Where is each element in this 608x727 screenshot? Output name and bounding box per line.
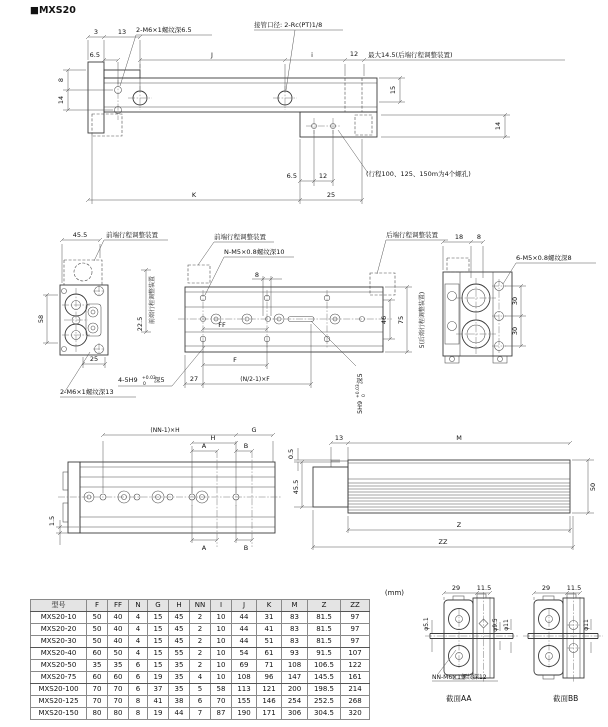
value-cell: 106.5 [308,660,341,672]
dim-j: J [211,51,213,59]
value-cell: 19 [148,672,169,684]
pin-hole-tol-lower: 0 [143,382,146,387]
value-cell: 31 [257,612,282,624]
table-row [31,624,370,636]
dim-12-top: 12 [349,50,359,58]
dim-zz: ZZ [438,538,448,546]
value-cell: 70 [87,684,108,696]
dim-ff: FF [218,321,226,329]
dim-table [30,599,370,720]
dia-5-1: φ5.1 [423,617,430,631]
value-cell: 81.5 [308,624,341,636]
value-cell: 35 [169,660,190,672]
thread-note-front: 2-M6×1螺纹深13 [60,388,114,396]
section-bb-geometry [523,592,603,682]
value-cell: 268 [341,696,370,708]
value-cell: 121 [257,684,282,696]
dim-k: K [191,191,197,199]
dim-14-right: 14 [494,121,502,131]
dia-11-bb: φ11 [583,619,590,631]
dim-z: Z [456,521,462,529]
value-cell: 6 [190,696,211,708]
value-cell: 10 [211,612,232,624]
value-cell: 2 [190,636,211,648]
dim-h: H [210,434,216,442]
max-stroke-note: 最大14.5(后端行程调整装置) [368,51,453,59]
value-cell: 8 [129,708,148,720]
rear-view-geometry [443,258,512,363]
profile-view-geometry [313,460,570,513]
value-cell: 145.5 [308,672,341,684]
dim-15: 15 [389,85,397,95]
value-cell: 54 [232,648,257,660]
caption-aa: 截面AA [446,694,472,703]
value-cell: 10 [211,636,232,648]
value-cell: 40 [108,636,129,648]
table-row [31,648,370,660]
middle-views-drawing [0,228,608,415]
dimension-table-container [30,599,370,720]
value-cell: 15 [148,636,169,648]
page-title: ■MXS20 [30,5,76,16]
dim-45-5-front: 45.5 [72,231,88,239]
side-view-dimension-lines [56,433,275,545]
pin-hole-note: 4-5H9 [118,376,138,384]
value-cell: 83 [282,612,308,624]
value-cell: 6 [129,684,148,696]
dim-13-profile: 13 [334,434,344,442]
column-header: NN [190,600,211,612]
value-cell: 2 [190,612,211,624]
pin-hole-tol-upper: +0.03 [142,376,156,381]
model-cell: MXS20-125 [31,696,87,708]
value-cell: 252.5 [308,696,341,708]
dim-b-bottom: B [243,544,249,552]
dim-29-aa: 29 [451,584,461,592]
value-cell: 50 [87,612,108,624]
value-cell: 55 [169,648,190,660]
dia-9-5: φ9.5 [492,618,499,632]
table-row [31,636,370,648]
value-cell: 320 [341,708,370,720]
dim-8-left: 8 [57,77,65,83]
value-cell: 35 [87,660,108,672]
value-cell: 147 [282,672,308,684]
model-cell: MXS20-75 [31,672,87,684]
hole-count-note: (行程100、125、150m为4个螺孔) [366,170,471,178]
value-cell: 15 [148,660,169,672]
value-cell: 44 [169,708,190,720]
plan-front-adjuster-label: 前端行程调整装置 [214,233,266,241]
dim-58: 58 [37,314,45,324]
value-cell: 93 [282,648,308,660]
value-cell: 146 [257,696,282,708]
dim-25-top-view: 25 [326,191,336,199]
dim-f: F [233,356,237,364]
value-cell: 35 [108,660,129,672]
column-header: FF [108,600,129,612]
thread-note-aa: NN-M6×1螺纹深12 [432,674,487,681]
value-cell: 60 [108,672,129,684]
value-cell: 61 [257,648,282,660]
value-cell: 161 [341,672,370,684]
side-view-geometry [58,451,282,547]
value-cell: 190 [232,708,257,720]
value-cell: 15 [148,624,169,636]
value-cell: 4 [129,636,148,648]
dim-46: 46 [380,315,388,325]
port-note: 接管口径: 2-Rc(PT)1/8 [254,21,323,29]
dim-27: 27 [189,375,199,383]
value-cell: 58 [211,684,232,696]
value-cell: 306 [282,708,308,720]
dim-pitch-plan: (N/2-1)×F [240,376,270,383]
value-cell: 200 [282,684,308,696]
column-header: K [257,600,282,612]
model-cell: MXS20-10 [31,612,87,624]
value-cell: 2 [190,660,211,672]
top-view-geometry [88,62,377,137]
value-cell: 70 [108,684,129,696]
value-cell: 37 [148,684,169,696]
value-cell: 108 [232,672,257,684]
table-row [31,708,370,720]
front-adjuster-label: 前端行程调整装置 [106,231,158,239]
value-cell: 10 [211,624,232,636]
dim-b-top: B [243,442,249,450]
value-cell: 96 [257,672,282,684]
lower-views-drawing [0,415,608,575]
value-cell: 254 [282,696,308,708]
slot-note-vertical [355,373,367,414]
value-cell: 70 [211,696,232,708]
value-cell: 171 [257,708,282,720]
value-cell: 40 [108,624,129,636]
table-row [31,612,370,624]
dim-1-5: 1.5 [48,515,56,527]
value-cell: 83 [282,636,308,648]
column-header: N [129,600,148,612]
column-header: G [148,600,169,612]
dim-13: 13 [117,28,127,36]
dim-a-top: A [201,442,207,450]
value-cell: 38 [169,696,190,708]
dim-m: M [456,434,462,442]
dim-18: 18 [454,233,464,241]
table-row [31,672,370,684]
dim-30-a: 30 [511,296,519,306]
value-cell: 19 [148,708,169,720]
thread-note-top: 2-M6×1螺纹深6.5 [136,26,192,34]
value-cell: 71 [257,660,282,672]
value-cell: 5 [190,684,211,696]
dim-14-left: 14 [57,95,65,105]
thread-note-rear: 6-M5×0.8螺纹深8 [516,254,572,262]
value-cell: 44 [232,636,257,648]
dim-8-rear: 8 [476,233,482,241]
dia-11-aa: φ11 [503,619,510,631]
value-cell: 10 [211,660,232,672]
value-cell: 60 [87,648,108,660]
value-cell: 83 [282,624,308,636]
rear-adjuster-side-label: 5(后端行程调整装置) [419,291,426,349]
value-cell: 122 [341,660,370,672]
table-head [31,600,370,612]
value-cell: 44 [232,624,257,636]
column-header: I [211,600,232,612]
slot-tol-lower: 0 [362,394,367,397]
value-cell: 15 [148,648,169,660]
section-views-drawing [420,578,608,727]
column-header: H [169,600,190,612]
plan-view-dimension-lines [183,240,448,388]
front-view-dimension-lines [43,238,205,397]
table-row [31,696,370,708]
value-cell: 91.5 [308,648,341,660]
value-cell: 15 [148,612,169,624]
value-cell: 44 [232,612,257,624]
value-cell: 97 [341,624,370,636]
value-cell: 113 [232,684,257,696]
dim-11-5-bb: 11.5 [566,584,582,592]
value-cell: 35 [169,672,190,684]
plan-view-geometry [178,265,395,352]
dim-11-5-aa: 11.5 [476,584,492,592]
column-header: J [232,600,257,612]
value-cell: 7 [190,708,211,720]
slot-tol-upper: +0.03 [356,384,361,398]
table-row [31,684,370,696]
value-cell: 198.5 [308,684,341,696]
dim-50: 50 [589,482,597,492]
value-cell: 4 [129,612,148,624]
value-cell: 80 [108,708,129,720]
value-cell: 45 [169,624,190,636]
value-cell: 70 [87,696,108,708]
value-cell: 4 [190,672,211,684]
table-header-row [31,600,370,612]
value-cell: 155 [232,696,257,708]
dim-75: 75 [397,315,405,325]
slot-prefix: 5H9 [356,400,364,414]
value-cell: 8 [129,696,148,708]
unit-note: (mm) [384,589,404,597]
value-cell: 80 [87,708,108,720]
value-cell: 40 [108,612,129,624]
dim-0-5: 0.5 [287,448,295,460]
value-cell: 35 [169,684,190,696]
section-aa-geometry [425,592,518,682]
column-header: F [87,600,108,612]
dim-30-b: 30 [511,326,519,336]
dim-pitch-side: (NN-1)×H [150,427,180,434]
dim-6-5-bottom: 6.5 [286,172,297,180]
value-cell: 97 [341,636,370,648]
front-view-geometry [60,260,108,355]
value-cell: 6 [129,672,148,684]
value-cell: 4 [129,648,148,660]
value-cell: 6 [129,660,148,672]
table-row [31,660,370,672]
value-cell: 41 [148,696,169,708]
value-cell: 108 [282,660,308,672]
model-cell: MXS20-20 [31,624,87,636]
dim-a-bottom: A [201,544,207,552]
dim-6-5: 6.5 [89,51,100,59]
value-cell: 50 [108,648,129,660]
value-cell: 214 [341,684,370,696]
value-cell: 60 [87,672,108,684]
model-cell: MXS20-30 [31,636,87,648]
value-cell: 41 [257,624,282,636]
profile-view-dimension-lines [294,441,594,550]
dim-29-bb: 29 [541,584,551,592]
thread-note-plan: N-M5×0.8螺纹深10 [224,248,285,256]
dim-g: G [251,426,257,434]
value-cell: 51 [257,636,282,648]
value-cell: 70 [108,696,129,708]
value-cell: 304.5 [308,708,341,720]
value-cell: 81.5 [308,612,341,624]
value-cell: 2 [190,624,211,636]
column-header: ZZ [341,600,370,612]
model-cell: MXS20-100 [31,684,87,696]
column-header: M [282,600,308,612]
value-cell: 45 [169,636,190,648]
top-view-dimension-lines [63,30,565,204]
value-cell: 50 [87,624,108,636]
dim-8-plan: 8 [254,271,259,279]
model-cell: MXS20-40 [31,648,87,660]
column-header: 型号 [31,600,87,612]
model-cell: MXS20-50 [31,660,87,672]
top-view-drawing [0,18,608,225]
dim-25-front: 25 [89,355,99,363]
value-cell: 69 [232,660,257,672]
rear-adjuster-label: 后端行程调整装置 [386,231,438,239]
dim-12-bottom: 12 [318,172,328,180]
slot-depth: 深5 [356,373,364,384]
value-cell: 87 [211,708,232,720]
dim-45-5-profile: 45.5 [292,479,300,495]
value-cell: 10 [211,648,232,660]
front-adjuster-vertical-label: 前端行程调整装置 [149,275,156,325]
value-cell: 10 [211,672,232,684]
value-cell: 4 [129,624,148,636]
model-cell: MXS20-150 [31,708,87,720]
value-cell: 2 [190,648,211,660]
pin-hole-depth: 深5 [154,376,165,384]
column-header: Z [308,600,341,612]
value-cell: 45 [169,612,190,624]
caption-bb: 截面BB [553,694,579,703]
table-body [31,612,370,720]
dim-22-5: 22.5 [136,316,144,332]
value-cell: 97 [341,612,370,624]
value-cell: 107 [341,648,370,660]
value-cell: 81.5 [308,636,341,648]
dim-i: i [311,51,313,59]
dim-3: 3 [93,28,99,36]
value-cell: 50 [87,636,108,648]
